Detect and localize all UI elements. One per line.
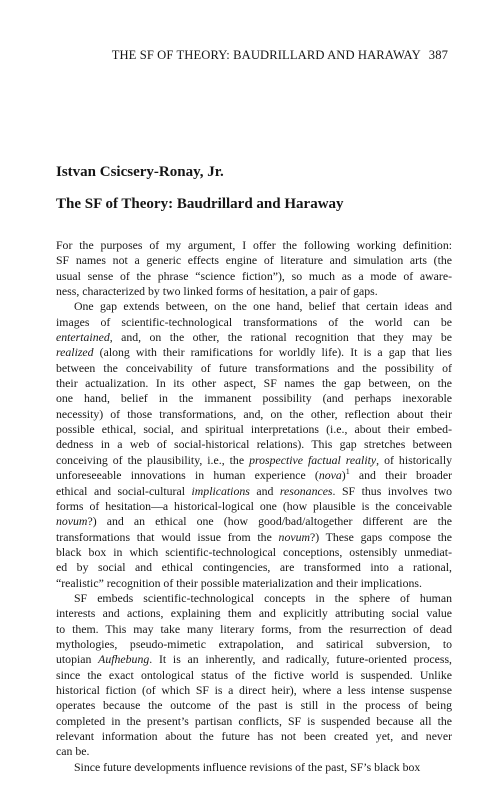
text-line: necessity) of those transformations, and, on the other, reflection about their	[56, 406, 452, 421]
text-line: “realistic” recognition of their possible materialization and their implications.	[56, 575, 422, 590]
paragraph	[56, 238, 452, 299]
text-line: unforeseeable innovations in human experience (nova)$^1$ and their broader	[56, 467, 452, 483]
text-line: completed in the present’s partisan conflicts, SF is suspended because all the	[56, 713, 452, 728]
body-text	[56, 238, 452, 775]
text-line: ed by social and ethical contingencies, are transformed into a rational,	[56, 560, 452, 575]
text-line: ethical and social-cultural implications and resonances. SF thus involves two	[56, 483, 452, 498]
text-line: between the conceivability of future transformations and the possibility of	[56, 360, 452, 375]
text-line: entertained, and, on the other, the rational recognition that they may be	[56, 330, 452, 345]
text-line: images of scientific-technological transformations of the world can be	[56, 314, 452, 329]
text-line: black box in which scientific-technological conceptions, ostensibly unmediat-	[56, 544, 452, 559]
text-line: one hand, belief in the immanent possibility (and perhaps inexorable	[56, 391, 452, 406]
paragraph	[56, 591, 452, 760]
paragraph	[56, 760, 452, 775]
text-line: relevant information about the future has not been created yet, and never	[56, 729, 452, 743]
page-number: 387	[428, 48, 448, 62]
author-name: Istvan Csicsery-Ronay, Jr.	[56, 164, 224, 180]
text-line: since the exact ontological status of the fictive world is suspended. Unlike	[56, 667, 452, 682]
text-line: operates because the outcome of the past is still in the process of being	[56, 698, 452, 713]
text-line: utopian Aufhebung. It is an inherently, and radically, future-oriented process,	[56, 652, 452, 667]
text-line: transformations that would issue from the novum?) These gaps compose the	[56, 529, 453, 544]
text-line: usual sense of the phrase “science fiction”), so much as a mode of aware-	[56, 268, 452, 283]
text-line: mythologies, pseudo-mimetic extrapolation, and satirical subversion, to	[56, 636, 452, 651]
text-line: can be.	[56, 744, 90, 759]
text-line: dedness in a web of social-historical relations). This gap stretches between	[56, 437, 452, 452]
text-line: For the purposes of my argument, I offer the following working definition:	[56, 238, 452, 252]
text-line: ness, characterized by two linked forms of hesitation, a pair of gaps.	[56, 284, 378, 299]
text-line: novum?) and an ethical one (how good/bad/altogether different are the	[56, 514, 452, 529]
running-head	[112, 48, 448, 63]
text-line: One gap extends between, on the one hand, belief that certain ideas and	[74, 299, 452, 314]
text-line: conceiving of the plausibility, i.e., the prospective factual reality, of historically	[56, 452, 452, 467]
running-head-title: THE SF OF THEORY: BAUDRILLARD AND HARAWAY	[111, 48, 421, 62]
text-line: realized (along with their ramifications for worldly life). It is a gap that lies	[56, 345, 452, 360]
paragraph	[56, 299, 452, 591]
text-line: forms of hesitation—a historical-logical one (how plausible is the conceivable	[56, 498, 452, 513]
text-line: SF names not a generic effects engine of literature and simulation arts (the	[56, 253, 452, 268]
text-line: to them. This may take many literary forms, from the resurrection of dead	[56, 621, 452, 636]
text-line: their actualization. In its other aspect, SF names the gap between, on the	[56, 376, 452, 391]
text-line: historical fiction (of which SF is a direct heir), where a less intense suspense	[56, 682, 452, 697]
article-title: The SF of Theory: Baudrillard and Haraway	[56, 196, 344, 212]
text-line: interests and actions, explaining them and explicitly attributing social value	[56, 606, 452, 621]
text-line: SF embeds scientific-technological concepts in the sphere of human	[74, 590, 452, 605]
text-line: possible ethical, social, and spiritual interpretations (i.e., about their embed-	[56, 422, 452, 437]
text-line: Since future developments influence revisions of the past, SF’s black box	[74, 759, 421, 774]
